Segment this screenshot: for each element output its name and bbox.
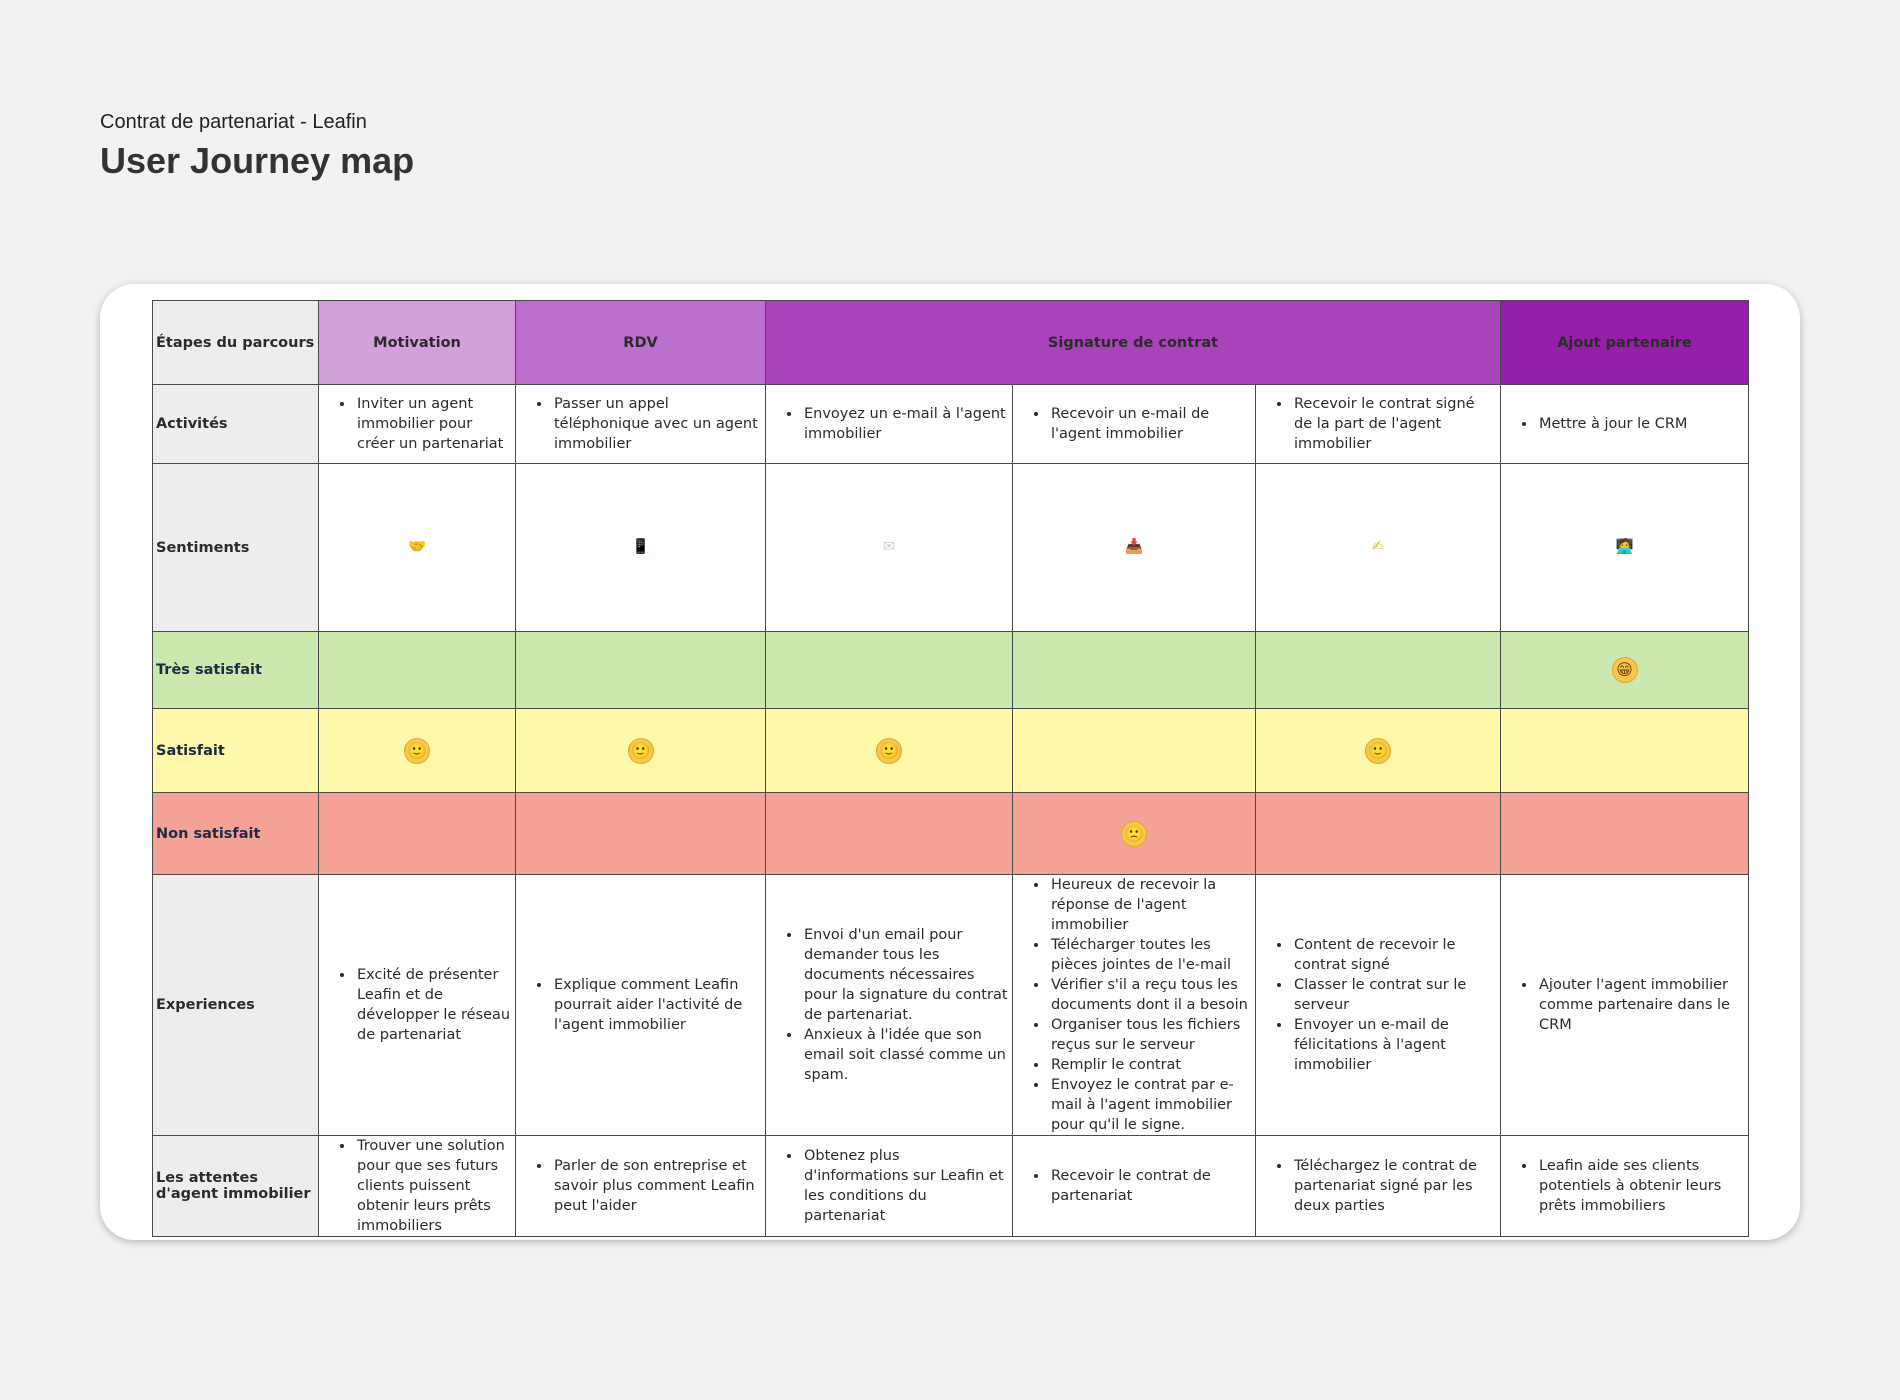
list-item: • Content de recevoir le contrat signé — [1292, 935, 1496, 975]
smiling-face-icon: 🙂 — [628, 738, 654, 764]
list-item: • Envoyez le contrat par e-mail à l'agent immobilier pour qu'il le signe. — [1049, 1075, 1251, 1135]
stage-motivation: Motivation — [319, 301, 516, 385]
expectation-cell — [1013, 1136, 1256, 1237]
experience-cell — [516, 875, 766, 1136]
list-item: • Recevoir un e-mail de l'agent immobilier — [1049, 404, 1251, 444]
expectations-row — [153, 1136, 1749, 1237]
list-item: • Envoyez un e-mail à l'agent immobilier — [802, 404, 1008, 444]
level-cell — [319, 709, 516, 793]
page-subtitle: Contrat de partenariat - Leafin — [100, 111, 367, 133]
stage-rdv: RDV — [516, 301, 766, 385]
stage-signature: Signature de contrat — [766, 301, 1501, 385]
list-item: • Télécharger toutes les pièces jointes de l'e-mail — [1049, 935, 1251, 975]
list-item: • Explique comment Leafin pourrait aider l'activité de l'agent immobilier — [552, 975, 761, 1035]
level-cell — [1256, 709, 1501, 793]
level-cell — [516, 709, 766, 793]
list-item: • Mettre à jour le CRM — [1537, 414, 1744, 434]
list-item: • Parler de son entreprise et savoir plus comment Leafin peut l'aider — [552, 1156, 761, 1216]
envelope-icon: ✉ — [882, 539, 896, 556]
feeling-cell — [516, 464, 766, 632]
experience-cell — [1013, 875, 1256, 1136]
level-cell — [516, 793, 766, 875]
level-cell — [319, 632, 516, 709]
stages-row — [153, 301, 1749, 385]
unsatisfied-row — [153, 793, 1749, 875]
list-item: • Téléchargez le contrat de partenariat signé par les deux parties — [1292, 1156, 1496, 1216]
experience-cell — [319, 875, 516, 1136]
level-cell — [1013, 793, 1256, 875]
feeling-cell — [1013, 464, 1256, 632]
level-cell — [766, 632, 1013, 709]
list-item: • Organiser tous les fichiers reçus sur le serveur — [1049, 1015, 1251, 1055]
list-item: • Trouver une solution pour que ses futurs clients puissent obtenir leurs prêts immobiliers — [355, 1136, 511, 1236]
smiling-face-icon: 🙂 — [1365, 738, 1391, 764]
activity-cell — [1013, 385, 1256, 464]
experience-cell — [1501, 875, 1749, 1136]
feeling-cell — [319, 464, 516, 632]
feeling-cell — [1256, 464, 1501, 632]
level-cell — [1256, 793, 1501, 875]
expectation-cell — [1256, 1136, 1501, 1237]
list-item: • Remplir le contrat — [1049, 1055, 1251, 1075]
activity-cell — [1256, 385, 1501, 464]
handshake-icon: 🤝 — [407, 539, 427, 556]
incoming-envelope-icon: 📥 — [1124, 539, 1144, 556]
technologist-icon: 🧑‍💻 — [1615, 539, 1634, 556]
level-cell — [1256, 632, 1501, 709]
smiling-face-icon: 🙂 — [404, 738, 430, 764]
list-item: • Recevoir le contrat signé de la part de l'agent immobilier — [1292, 394, 1496, 454]
experience-cell — [766, 875, 1013, 1136]
expectation-cell — [319, 1136, 516, 1237]
list-item: • Ajouter l'agent immobilier comme partenaire dans le CRM — [1537, 975, 1744, 1035]
list-item: • Passer un appel téléphonique avec un agent immobilier — [552, 394, 761, 454]
list-item: • Anxieux à l'idée que son email soit classé comme un spam. — [802, 1025, 1008, 1085]
row-label-feelings: Sentiments — [153, 464, 319, 632]
expectation-cell — [516, 1136, 766, 1237]
list-item: • Excité de présenter Leafin et de développer le réseau de partenariat — [355, 965, 511, 1045]
row-label-expectations: Les attentes d'agent immobilier — [153, 1136, 319, 1237]
feeling-cell — [1501, 464, 1749, 632]
list-item: • Envoi d'un email pour demander tous les documents nécessaires pour la signature du contrat de partenariat. — [802, 925, 1008, 1025]
activity-cell — [319, 385, 516, 464]
frowning-face-icon: 🙁 — [1121, 821, 1147, 847]
level-cell — [1013, 632, 1256, 709]
list-item: • Obtenez plus d'informations sur Leafin et les conditions du partenariat — [802, 1146, 1008, 1226]
list-item: • Inviter un agent immobilier pour créer un partenariat — [355, 394, 511, 454]
row-label-very-satisfied: Très satisfait — [153, 632, 319, 709]
grinning-face-icon: 😁 — [1612, 657, 1638, 683]
experience-cell — [1256, 875, 1501, 1136]
satisfied-row — [153, 709, 1749, 793]
level-cell — [1013, 709, 1256, 793]
row-label-experiences: Experiences — [153, 875, 319, 1136]
level-cell — [319, 793, 516, 875]
level-cell — [766, 709, 1013, 793]
journey-card — [100, 284, 1800, 1240]
expectation-cell — [1501, 1136, 1749, 1237]
activities-row — [153, 385, 1749, 464]
stage-ajout-partenaire: Ajout partenaire — [1501, 301, 1749, 385]
smiling-face-icon: 🙂 — [876, 738, 902, 764]
level-cell — [1501, 709, 1749, 793]
feelings-row — [153, 464, 1749, 632]
list-item: • Envoyer un e-mail de félicitations à l'agent immobilier — [1292, 1015, 1496, 1075]
list-item: • Recevoir le contrat de partenariat — [1049, 1166, 1251, 1206]
mobile-phone-icon: 📱 — [631, 539, 650, 556]
list-item: • Heureux de recevoir la réponse de l'agent immobilier — [1049, 875, 1251, 935]
list-item: • Classer le contrat sur le serveur — [1292, 975, 1496, 1015]
writing-hand-icon: ✍ — [1371, 539, 1385, 556]
row-label-satisfied: Satisfait — [153, 709, 319, 793]
activity-cell — [766, 385, 1013, 464]
list-item: • Vérifier s'il a reçu tous les documents dont il a besoin — [1049, 975, 1251, 1015]
activity-cell — [516, 385, 766, 464]
expectation-cell — [766, 1136, 1013, 1237]
level-cell — [1501, 793, 1749, 875]
level-cell — [1501, 632, 1749, 709]
row-label-unsatisfied: Non satisfait — [153, 793, 319, 875]
experiences-row — [153, 875, 1749, 1136]
list-item: • Leafin aide ses clients potentiels à obtenir leurs prêts immobiliers — [1537, 1156, 1744, 1216]
level-cell — [766, 793, 1013, 875]
row-label-stages: Étapes du parcours — [153, 301, 319, 385]
level-cell — [516, 632, 766, 709]
page-title: User Journey map — [100, 140, 415, 181]
journey-table — [152, 300, 1749, 1237]
feeling-cell — [766, 464, 1013, 632]
very-satisfied-row — [153, 632, 1749, 709]
activity-cell — [1501, 385, 1749, 464]
row-label-activities: Activités — [153, 385, 319, 464]
